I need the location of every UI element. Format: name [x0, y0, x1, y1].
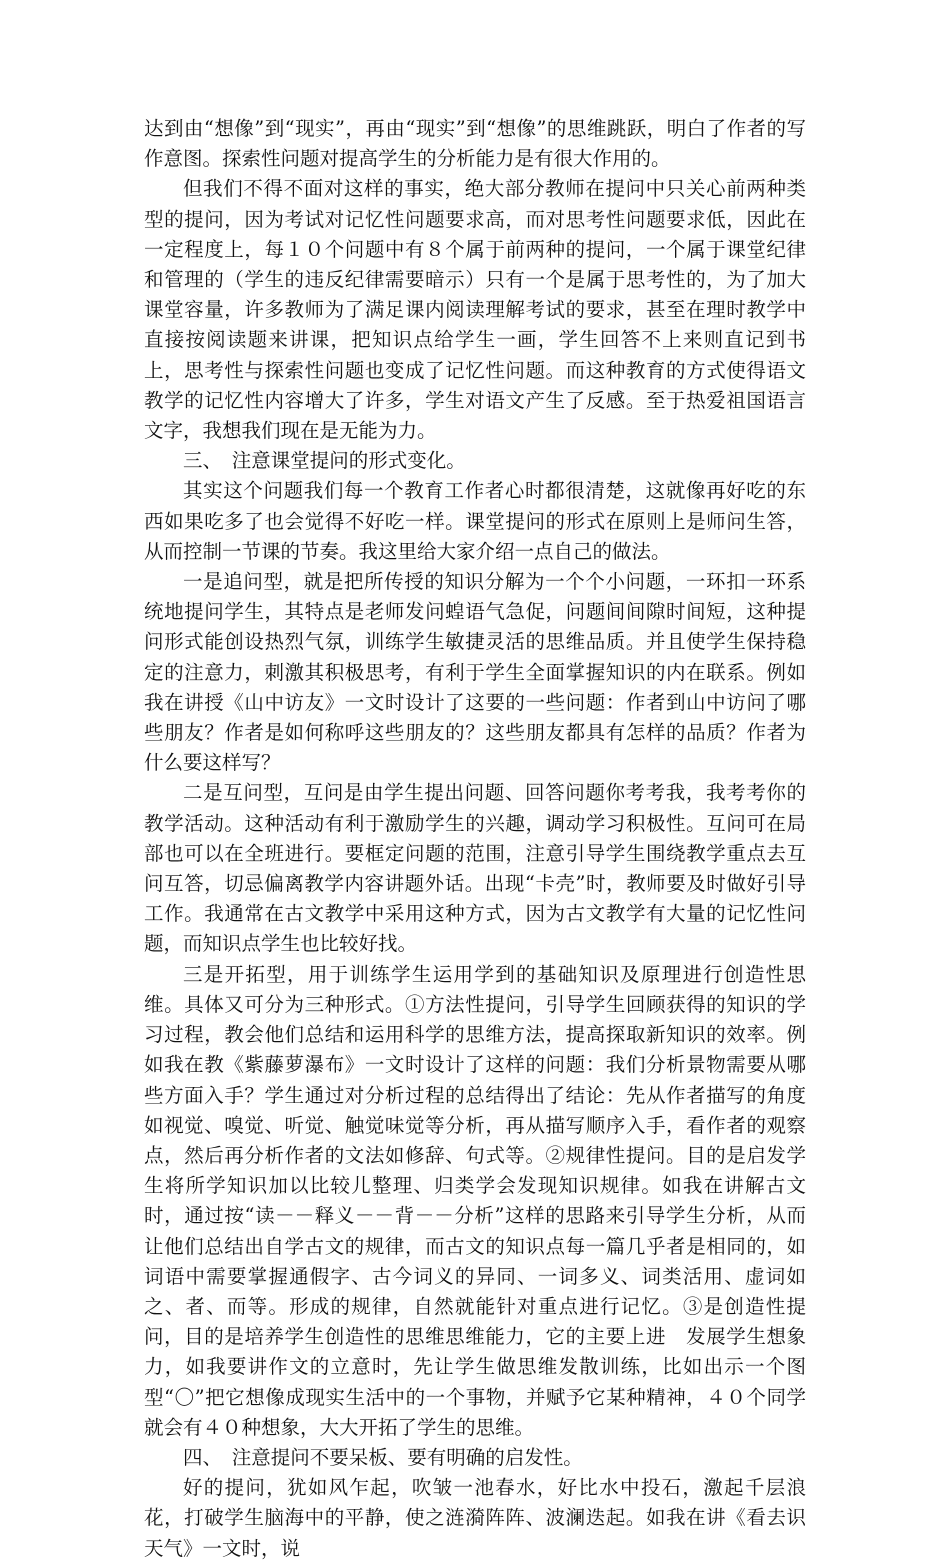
paragraph-mutual-type: 二是互问型，互问是由学生提出问题、回答问题你考考我，我考考你的教学活动。这种活动有利于激励学生的兴趣，调动学习积极性。互问可在局部也可以在全班进行。要框定问题的范围，注意引导学生围绕教学重点去互问互答，切忌偏离教学内容讲题外话。出现“卡壳”时，教师要及时做好引导工作。我通常在古文教学中采用这种方式，因为古文教学有大量的记忆性问题，而知识点学生也比较好找。 [144, 781, 806, 956]
paragraph-intro-forms: 其实这个问题我们每一个教育工作者心时都很清楚，这就像再好吃的东西如果吃多了也会觉得不好吃一样。课堂提问的形式在原则上是师问生答，从而控制一节课的节奏。我这里给大家介绍一点自己的做法。 [144, 479, 806, 563]
paragraph-expansion-type: 三是开拓型，用于训练学生运用学到的基础知识及原理进行创造性思维。具体又可分为三种形式。①方法性提问，引导学生回顾获得的知识的学习过程，教会他们总结和运用科学的思维方法，提高探取新知识的效率。例如我在教《紫藤萝瀑布》一文时设计了这样的问题：我们分析景物需要从哪些方面入手？学生通过对分析过程的总结得出了结论：先从作者描写的角度如视觉、嗅觉、听觉、触觉味觉等分析，再从描写顺序入手，看作者的观察点，然后再分析作者的文法如修辞、句式等。②规律性提问。目的是启发学生将所学知识加以比较儿整理、归类学会发现知识规律。如我在讲解古文时，通过按“读－－释义－－背－－分析”这样的思路来引导学生分析，从而让他们总结出自学古文的规律，而古文的知识点每一篇几乎者是相同的，如词语中需要掌握通假字、古今词义的异同、一词多义、词类活用、虚词如之、者、而等。形成的规律，自然就能针对重点进行记忆。③是创造性提问，目的是培养学生创造性的思维思维能力，它的主要上进 发展学生想象力，如我要讲作文的立意时，先让学生做思维发散训练，比如出示一个图型“〇”把它想像成现实生活中的一个事物，并赋予它某种精神，４０个同学就会有４０种想象，大大开拓了学生的思维。 [144, 962, 806, 1439]
paragraph-good-questions: 好的提问，犹如风乍起，吹皱一池春水，好比水中投石，激起千层浪花，打破学生脑海中的平静，使之涟漪阵阵、波澜迭起。如我在讲《看去识天气》一文时，说 [144, 1476, 806, 1560]
paragraph-question-types: 但我们不得不面对这样的事实，绝大部分教师在提问中只关心前两种类型的提问，因为考试对记忆性问题要求高，而对思考性问题要求低，因此在一定程度上，每１０个问题中有８个属于前两种的提问，一个属于课堂纪律和管理的（学生的违反纪律需要暗示）只有一个是属于思考性的，为了加大课堂容量，许多教师为了满足课内阅读理解考试的要求，甚至在理时教学中直接按阅读题来讲课，把知识点给学生一画，学生回答不上来则直记到书上，思考性与探索性问题也变成了记忆性问题。而这种教育的方式使得语文教学的记忆性内容增大了许多，学生对语文产生了反感。至于热爱祖国语言文字，我想我们现在是无能为力。 [144, 177, 806, 443]
section-heading-four: 四、 注意提问不要呆板、要有明确的启发性。 [183, 1445, 583, 1469]
paragraph-continued: 达到由“想像”到“现实”，再由“现实”到“想像”的思维跳跃，明白了作者的写作意图。探索性问题对提高学生的分析能力是有很大作用的。 [144, 117, 806, 171]
document-page [144, 114, 806, 1564]
paragraph-follow-up-type: 一是追问型，就是把所传授的知识分解为一个个小问题，一环扣一环系统地提问学生，其特点是老师发问蝗语气急促，问题间间隙时间短，这种提问形式能创设热烈气氛，训练学生敏捷灵活的思维品质。并且使学生保持稳定的注意力，刺激其积极思考，有利于学生全面掌握知识的内在联系。例如我在讲授《山中访友》一文时设计了这要的一些问题：作者到山中访问了哪些朋友？作者是如何称呼这些朋友的？这些朋友都具有怎样的品质？作者为什么要这样写？ [144, 570, 806, 775]
section-heading-three: 三、 注意课堂提问的形式变化。 [183, 449, 466, 473]
